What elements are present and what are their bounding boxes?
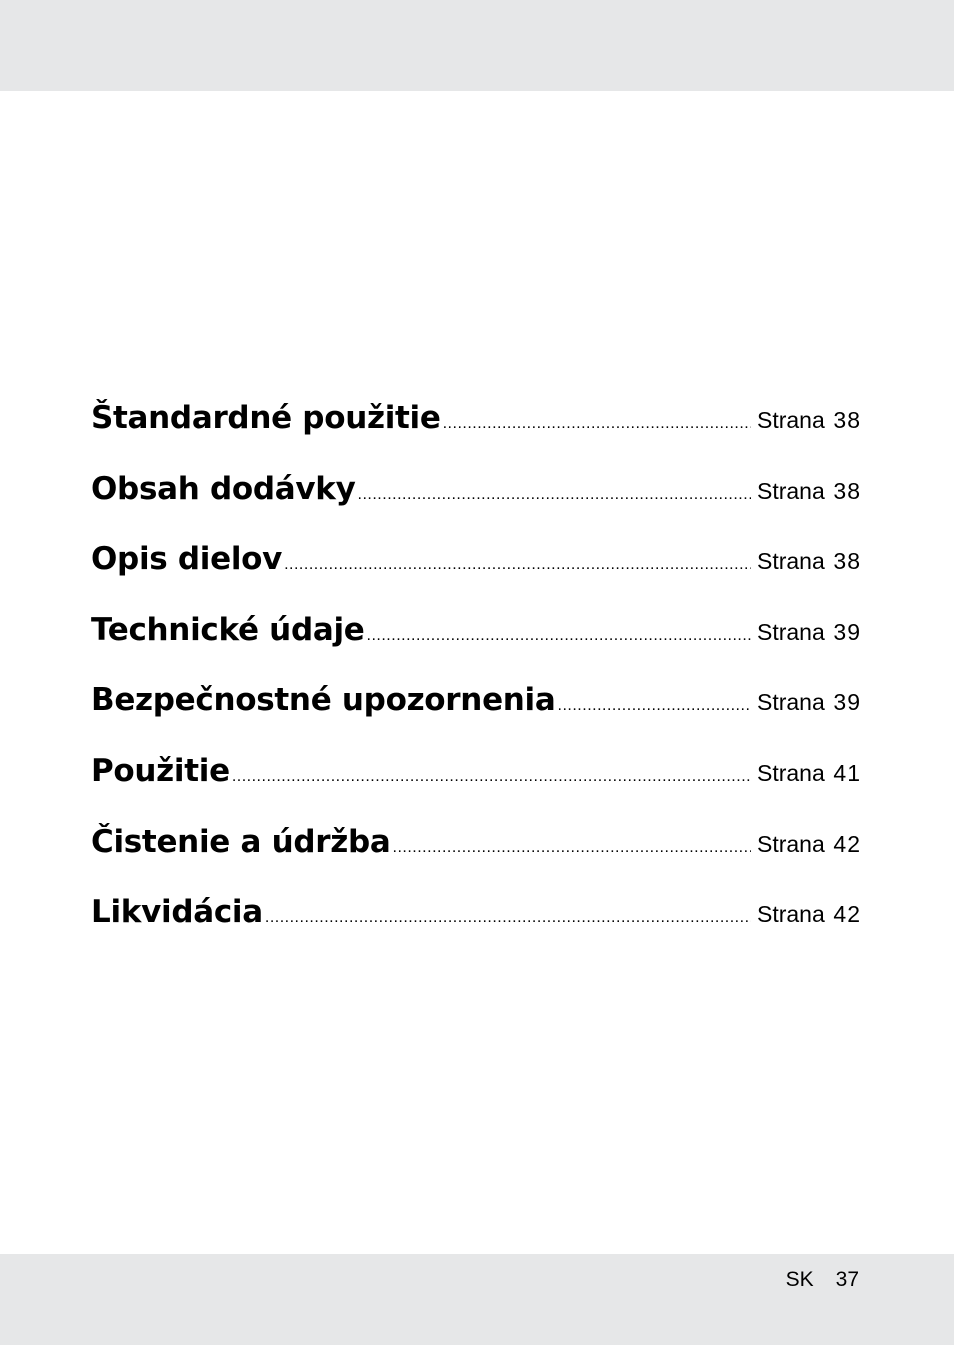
toc-page-label: Strana — [757, 759, 825, 786]
toc-title: Obsah dodávky — [91, 470, 356, 507]
header-band — [0, 0, 954, 91]
dot-leader — [443, 415, 751, 433]
toc-title: Likvidácia — [91, 894, 263, 931]
toc-entry[interactable] — [91, 612, 861, 683]
toc-page-label: Strana — [757, 407, 825, 433]
toc-entry[interactable] — [91, 894, 861, 965]
dot-leader — [558, 697, 751, 715]
toc-page-label: Strana — [757, 689, 825, 716]
toc-page-number: 38 — [833, 548, 861, 575]
toc-page-label: Strana — [757, 477, 825, 504]
toc-page-number: 39 — [833, 689, 861, 716]
toc-page-label: Strana — [757, 901, 825, 928]
toc-entry[interactable] — [91, 400, 861, 471]
dot-leader — [393, 839, 752, 857]
toc-title: Technické údaje — [91, 611, 365, 648]
toc-page-label: Strana — [757, 830, 825, 857]
toc-entry[interactable] — [91, 541, 861, 612]
page-footer — [786, 1268, 859, 1292]
dot-leader — [232, 768, 751, 786]
language-code: SK — [785, 1268, 814, 1291]
toc-title: Bezpečnostné upozornenia — [91, 682, 556, 719]
toc-title: Použitie — [91, 752, 230, 789]
toc-entry[interactable] — [91, 824, 861, 895]
toc-page-number: 38 — [833, 477, 861, 504]
toc-page-number: 41 — [833, 759, 861, 786]
dot-leader — [265, 909, 751, 927]
toc-page-number: 42 — [833, 830, 861, 857]
dot-leader — [367, 627, 751, 645]
dot-leader — [358, 486, 751, 504]
toc-page-number: 38 — [833, 407, 861, 433]
table-of-contents — [91, 400, 861, 965]
toc-title: Opis dielov — [91, 541, 283, 578]
toc-entry[interactable] — [91, 471, 861, 542]
toc-entry[interactable] — [91, 753, 861, 824]
toc-page-number: 39 — [833, 618, 861, 645]
page-number: 37 — [835, 1268, 859, 1291]
toc-page-number: 42 — [833, 901, 861, 928]
toc-entry[interactable] — [91, 682, 861, 753]
toc-title: Štandardné použitie — [91, 400, 441, 436]
dot-leader — [284, 556, 751, 574]
toc-page-label: Strana — [757, 618, 825, 645]
toc-page-label: Strana — [757, 548, 825, 575]
toc-title: Čistenie a údržba — [91, 823, 391, 860]
